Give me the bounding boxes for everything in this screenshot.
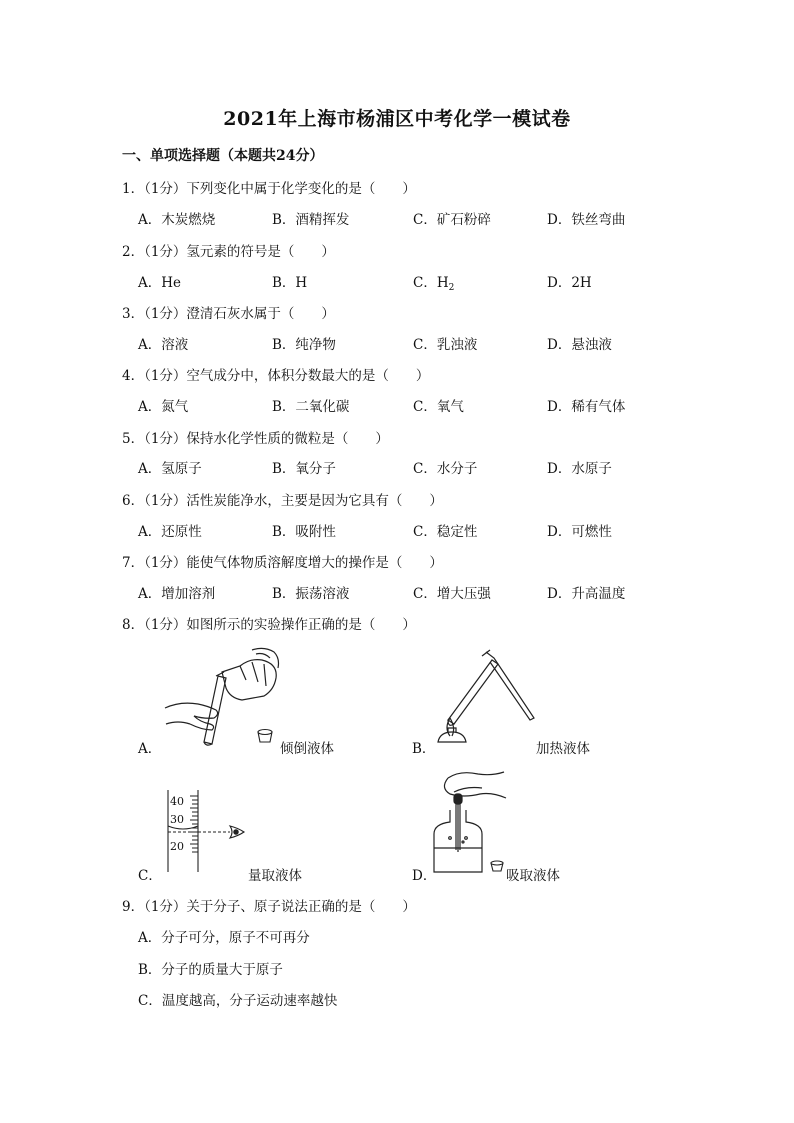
option-b[interactable]: B．H bbox=[272, 275, 308, 291]
question-5-options bbox=[138, 457, 678, 477]
option-d[interactable]: D．2H bbox=[547, 275, 592, 291]
figure-b-letter[interactable]: B． bbox=[412, 741, 436, 757]
tick-label-20: 20 bbox=[170, 840, 184, 853]
option-c[interactable] bbox=[413, 271, 454, 293]
option-b[interactable]: B．二氧化碳 bbox=[272, 399, 350, 415]
question-1-stem: 1．（1分）下列变化中属于化学变化的是（ ） bbox=[122, 181, 416, 197]
figure-b-caption: 加热液体 bbox=[536, 741, 590, 757]
question-2-options bbox=[138, 271, 678, 291]
option-c-text: C．H bbox=[413, 275, 449, 291]
question-2-stem: 2．（1分）氢元素的符号是（ ） bbox=[122, 244, 335, 260]
option-a[interactable]: A．还原性 bbox=[138, 524, 202, 540]
figure-d-caption: 吸取液体 bbox=[506, 868, 560, 884]
question-6-options bbox=[138, 520, 678, 540]
pouring-liquid-figure bbox=[160, 646, 285, 746]
option-a[interactable]: A．He bbox=[138, 275, 182, 291]
question-7-stem: 7．（1分）能使气体物质溶解度增大的操作是（ ） bbox=[122, 555, 443, 571]
question-3-options bbox=[138, 333, 678, 353]
figure-d-letter[interactable]: D． bbox=[412, 868, 437, 884]
option-d[interactable]: D．水原子 bbox=[547, 461, 612, 477]
option-a[interactable]: A．分子可分，原子不可再分 bbox=[138, 930, 310, 946]
option-b[interactable]: B．纯净物 bbox=[272, 337, 336, 353]
option-d[interactable]: D．铁丝弯曲 bbox=[547, 212, 626, 228]
question-8-stem: 8．（1分）如图所示的实验操作正确的是（ ） bbox=[122, 617, 416, 633]
option-d[interactable]: D．悬浊液 bbox=[547, 337, 612, 353]
stopper-icon bbox=[490, 860, 504, 872]
heating-liquid-figure bbox=[430, 648, 540, 748]
option-c[interactable]: C．氧气 bbox=[413, 399, 464, 415]
option-b[interactable]: B．振荡溶液 bbox=[272, 586, 350, 602]
option-d[interactable]: D．升高温度 bbox=[547, 586, 626, 602]
question-3-stem: 3．（1分）澄清石灰水属于（ ） bbox=[122, 306, 335, 322]
option-b[interactable]: B．吸附性 bbox=[272, 524, 336, 540]
option-c[interactable]: C．增大压强 bbox=[413, 586, 491, 602]
option-c[interactable]: C．温度越高，分子运动速率越快 bbox=[138, 993, 338, 1009]
question-6-stem: 6．（1分）活性炭能净水，主要是因为它具有（ ） bbox=[122, 493, 443, 509]
option-b[interactable]: B．酒精挥发 bbox=[272, 212, 350, 228]
option-c[interactable]: C．水分子 bbox=[413, 461, 478, 477]
option-d[interactable]: D．可燃性 bbox=[547, 524, 612, 540]
figure-c-letter[interactable]: C． bbox=[138, 868, 162, 884]
option-c[interactable]: C．稳定性 bbox=[413, 524, 478, 540]
option-c[interactable]: C．乳浊液 bbox=[413, 337, 478, 353]
figure-a-letter[interactable]: A． bbox=[138, 741, 162, 757]
option-a[interactable]: A．氮气 bbox=[138, 399, 189, 415]
figure-c-caption: 量取液体 bbox=[248, 868, 302, 884]
question-9-stem: 9．（1分）关于分子、原子说法正确的是（ ） bbox=[122, 899, 416, 915]
option-c[interactable]: C．矿石粉碎 bbox=[413, 212, 491, 228]
figure-a-caption: 倾倒液体 bbox=[280, 741, 334, 757]
option-b[interactable]: B．分子的质量大于原子 bbox=[138, 962, 283, 978]
question-5-stem: 5．（1分）保持水化学性质的微粒是（ ） bbox=[122, 431, 389, 447]
tick-label-30: 30 bbox=[170, 813, 184, 826]
option-a[interactable]: A．氢原子 bbox=[138, 461, 202, 477]
question-1-options bbox=[138, 208, 678, 228]
subscript: 2 bbox=[448, 283, 455, 293]
tick-label-40: 40 bbox=[170, 795, 184, 808]
question-4-stem: 4．（1分）空气成分中，体积分数最大的是（ ） bbox=[122, 368, 430, 384]
option-a[interactable]: A．增加溶剂 bbox=[138, 586, 216, 602]
option-a[interactable]: A．溶液 bbox=[138, 337, 189, 353]
option-a[interactable]: A．木炭燃烧 bbox=[138, 212, 216, 228]
option-b[interactable]: B．氧分子 bbox=[272, 461, 336, 477]
question-7-options bbox=[138, 582, 678, 602]
page-title: 2021年上海市杨浦区中考化学一模试卷 bbox=[223, 108, 571, 130]
section-heading: 一、单项选择题（本题共24分） bbox=[122, 148, 324, 164]
option-d[interactable]: D．稀有气体 bbox=[547, 399, 626, 415]
question-4-options bbox=[138, 395, 678, 415]
